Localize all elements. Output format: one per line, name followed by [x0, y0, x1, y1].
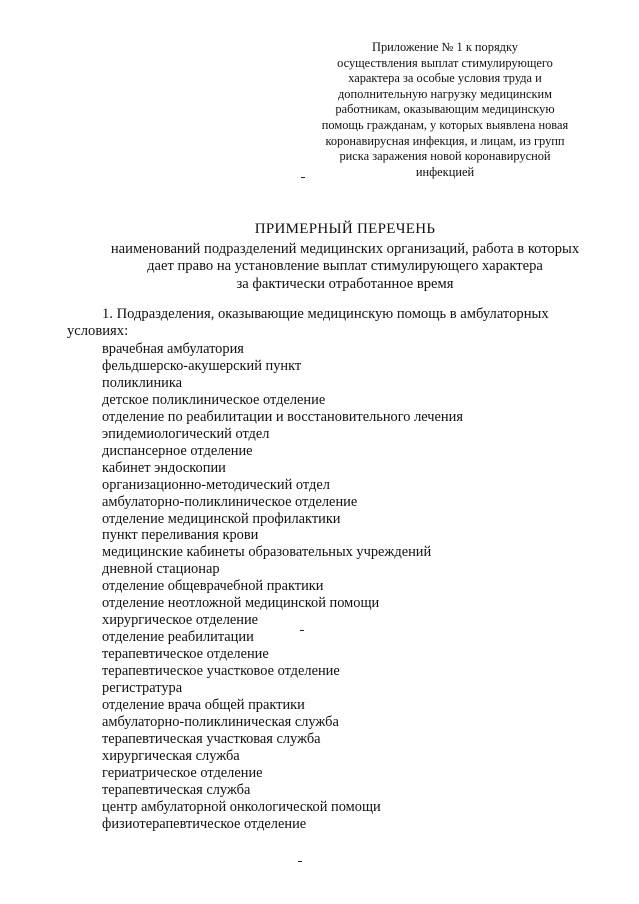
list-item: амбулаторно-поликлиническая служба — [102, 713, 339, 730]
list-item: терапевтическая служба — [102, 781, 251, 798]
appendix-line: работникам, оказывающим медицинскую — [335, 102, 555, 117]
list-item: организационно-методический отдел — [102, 476, 330, 493]
list-item: гериатрическое отделение — [102, 764, 263, 781]
title-heading: ПРИМЕРНЫЙ ПЕРЕЧЕНЬ — [254, 221, 436, 237]
section-1-intro — [67, 306, 607, 340]
list-item: регистратура — [102, 680, 183, 697]
list-item: кабинет эндоскопии — [102, 459, 226, 476]
list-item: отделение врача общей практики — [102, 697, 305, 714]
section-intro-line: 1. Подразделения, оказывающие медицинскую помощь в амбулаторных — [102, 306, 549, 322]
appendix-line: помощь гражданам, у которых выявлена новая — [321, 117, 569, 132]
appendix-line: характера за особые условия труда и — [348, 71, 542, 86]
list-item: отделение реабилитации — [102, 629, 254, 646]
list-item: отделение общеврачебной практики — [102, 578, 324, 595]
list-item: терапевтическое отделение — [102, 646, 269, 663]
scan-mark — [300, 630, 304, 631]
appendix-line: риска заражения новой коронавирусной — [339, 149, 551, 164]
list-item: медицинские кабинеты образовательных учреждений — [102, 544, 432, 561]
list-item: хирургическое отделение — [102, 612, 259, 629]
scan-mark — [298, 861, 302, 862]
scan-mark — [301, 177, 305, 178]
list-item: физиотерапевтическое отделение — [102, 815, 307, 832]
list-item: детское поликлиническое отделение — [102, 391, 326, 408]
title-line: дает право на установление выплат стимулирующего характера — [147, 258, 543, 274]
list-item: дневной стационар — [102, 561, 220, 578]
section-1-list — [102, 341, 463, 833]
list-item: отделение медицинской профилактики — [102, 510, 341, 527]
appendix-line: инфекцией — [415, 164, 475, 179]
list-item: врачебная амбулатория — [102, 341, 244, 357]
list-item: центр амбулаторной онкологической помощи — [102, 798, 381, 815]
section-intro-line: условиях: — [67, 323, 129, 340]
appendix-line: коронавирусная инфекция, и лицам, из групп — [325, 133, 565, 148]
appendix-line: Приложение № 1 к порядку — [372, 40, 518, 54]
title-line: наименований подразделений медицинских организаций, работа в которых — [110, 240, 580, 257]
appendix-header — [300, 40, 590, 180]
list-item: амбулаторно-поликлиническое отделение — [102, 493, 358, 510]
list-item: отделение по реабилитации и восстановительного лечения — [102, 408, 463, 425]
list-item: фельдшерско-акушерский пункт — [102, 357, 302, 374]
list-item: отделение неотложной медицинской помощи — [102, 595, 380, 612]
list-item: поликлиника — [102, 374, 183, 391]
appendix-line: дополнительную нагрузку медицинским — [337, 86, 552, 101]
list-item: диспансерное отделение — [102, 442, 253, 459]
title-line: за фактически отработанное время — [236, 275, 454, 292]
appendix-line: осуществления выплат стимулирующего — [337, 55, 553, 70]
list-item: терапевтическое участковое отделение — [102, 663, 340, 680]
document-title — [95, 221, 595, 293]
list-item: пункт переливания крови — [102, 527, 259, 544]
list-item: хирургическая служба — [102, 747, 240, 764]
list-item: эпидемиологический отдел — [102, 425, 270, 442]
list-item: терапевтическая участковая служба — [102, 730, 321, 747]
